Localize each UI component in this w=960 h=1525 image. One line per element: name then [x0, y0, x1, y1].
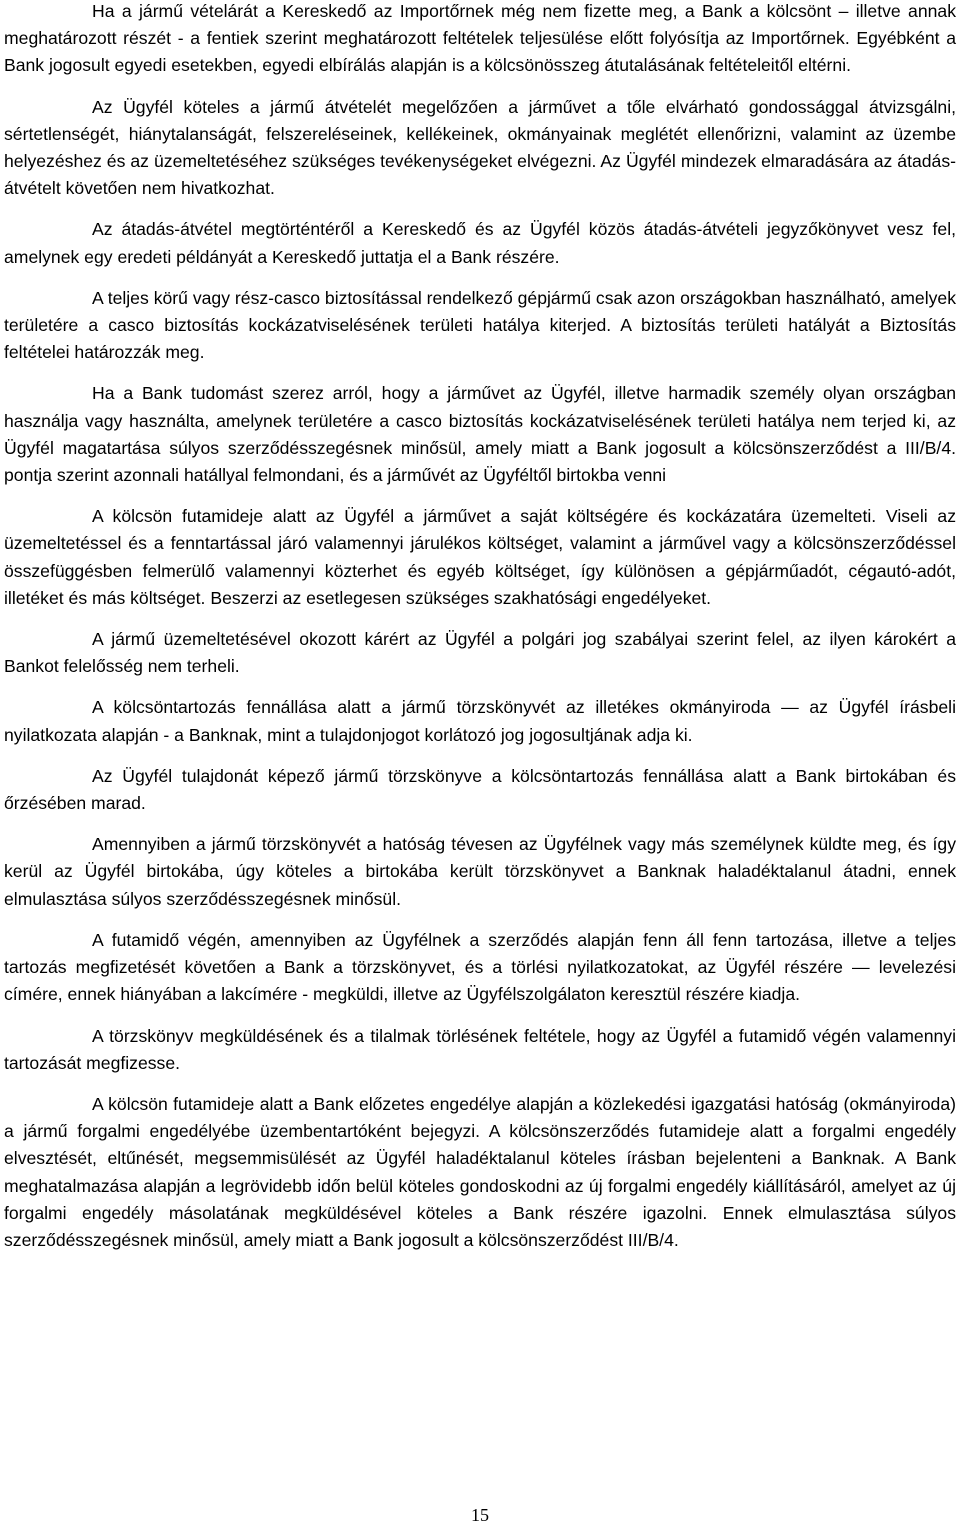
paragraph-casco-territory: A teljes körű vagy rész-casco biztosítással rendelkező gépjármű csak azon országokban használható, amelyek területére a casco biztosítás kockázatviselésének területi hatálya kiterjed. A biztosítás területi hatályát a Biztosítás feltételei határozzák meg. [4, 287, 956, 363]
document-page [4, 0, 956, 1268]
paragraph-breach-of-territory: Ha a Bank tudomást szerez arról, hogy a járművet az Ügyfél, illetve harmadik személy olyan országban használja vagy használta, amelynek területére a casco biztosítás kockázatviselésének területi hatálya nem terjed ki, az Ügyfél magatartása súlyos szerződésszegésnek minősül, amely miatt a Bank jogosult a kölcsönszerződést a III/B/4. pontja szerint azonnali hatállyal felmondani, és a járművét az Ügyféltől birtokba venni [4, 383, 956, 486]
paragraph-handover-protocol: Az átadás-átvétel megtörténtéről a Kereskedő és az Ügyfél közös átadás-átvételi jegyzőkönyvet vesz fel, amelynek egy eredeti példányát a Kereskedő juttatja el a Bank részére. [4, 219, 956, 267]
paragraph-liability: A jármű üzemeltetésével okozott kárért az Ügyfél a polgári jog szabályai szerint felel, az ilyen károkért a Bankot felelősség nem terheli. [4, 629, 956, 677]
paragraph-registration-certificate: A kölcsön futamideje alatt a Bank előzetes engedélye alapján a közlekedési igazgatási hatóság (okmányiroda) a jármű forgalmi engedélyébe üzembentartóként bejegyzi. A kölcsönszerződés futamideje alatt a forgalmi engedély elvesztését, eltűnését, megsemmisülését az Ügyfél haladéktalanul köteles írásban bejelenteni a Banknak. A Bank meghatalmazása alapján a legrövidebb időn belül köteles gondoskodni az új forgalmi engedély kiállításáról, amelyet az új forgalmi engedély másolatának megküldésével köteles a Bank részére igazolni. Ennek elmulasztása súlyos szerződésszegésnek minősül, amely miatt a Bank jogosult a kölcsönszerződést III/B/4. [4, 1093, 956, 1250]
paragraph-vehicle-inspection: Az Ügyfél köteles a jármű átvételét megelőzően a járművet a tőle elvárható gondossággal átvizsgálni, sértetlenségét, hiánytalanságát, felszereléseinek, kellékeinek, okmányainak meglétét ellenőrizni, valamint az üzembe helyezéshez és az üzemeltetéséhez szükséges tevékenységeket elvégezni. Az Ügyfél mindezek elmaradására az átadás-átvételt követően nem hivatkozhat. [4, 96, 956, 199]
paragraph-end-of-term: A futamidő végén, amennyiben az Ügyfélnek a szerződés alapján fenn áll fenn tartozása, illetve a teljes tartozás megfizetését követően a Bank a törzskönyvet, és a törlési nyilatkozatokat, az Ügyfél részére — levelezési címére, ennek hiányában a lakcímére - megküldi, illetve az Ügyfélszolgálaton keresztül részére kiadja. [4, 929, 956, 1005]
paragraph-release-condition: A törzskönyv megküldésének és a tilalmak törlésének feltétele, hogy az Ügyfél a futamidő végén valamennyi tartozását megfizesse. [4, 1025, 956, 1073]
paragraph-registration-book-issue: A kölcsöntartozás fennállása alatt a jármű törzskönyvét az illetékes okmányiroda — az Ügyfél írásbeli nyilatkozata alapján - a Banknak, mint a tulajdonjogot korlátozó jog jogosultjának adja ki. [4, 697, 956, 745]
paragraph-vehicle-price-payment: Ha a jármű vételárát a Kereskedő az Importőrnek még nem fizette meg, a Bank a kölcsönt – illetve annak meghatározott részét - a fentiek szerint meghatározott feltételek teljesülése előtt folyósítja az Importőrnek. Egyébként a Bank jogosult egyedi esetekben, egyedi elbírálás alapján is a kölcsönösszeg átutalásának feltételeitől eltérni. [4, 1, 956, 76]
paragraph-registration-book-mistaken: Amennyiben a jármű törzskönyvét a hatóság tévesen az Ügyfélnek vagy más személynek küldte meg, és így kerül az Ügyfél birtokába, úgy köteles a birtokába került törzskönyvet a Banknak haladéktalanul átadni, ennek elmulasztása súlyos szerződésszegésnek minősül. [4, 834, 956, 909]
paragraph-registration-book-custody: Az Ügyfél tulajdonát képező jármű törzskönyve a kölcsöntartozás fennállása alatt a Bank birtokában és őrzésében marad. [4, 765, 956, 814]
paragraph-operating-costs: A kölcsön futamideje alatt az Ügyfél a járművet a saját költségére és kockázatára üzemelteti. Viseli az üzemeltetéssel és a fenntartással járó valamennyi járulékos költséget, valamint a járművel vagy a kölcsönszerződéssel összefüggésben felmerülő valamennyi közterhet és egyéb költséget, így különösen a gépjárműadót, cégautó-adót, illetéket és más költséget. Beszerzi az esetlegesen szükséges szakhatósági engedélyeket. [4, 506, 956, 608]
page-number: 15 [471, 1505, 489, 1525]
